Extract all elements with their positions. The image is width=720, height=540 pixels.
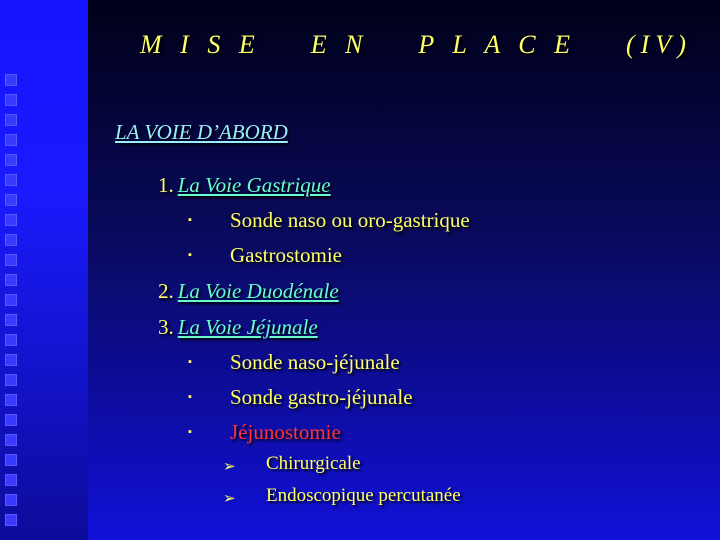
item-number: 1.: [158, 173, 174, 197]
list-item-gastric: [158, 173, 331, 198]
link-voie-jejunale[interactable]: La Voie Jéjunale: [177, 315, 318, 339]
slide-title: M I S E E N P L A C E (IV): [140, 30, 692, 59]
link-voie-gastrique[interactable]: La Voie Gastrique: [177, 173, 331, 197]
list-item-jejunal: [158, 315, 318, 340]
left-decorative-band: [0, 0, 88, 540]
list-item: Sonde naso-jéjunale: [230, 350, 400, 374]
arrow-bullet-icon: ➢: [223, 491, 236, 507]
list-item-highlight: Jéjunostomie: [230, 420, 341, 444]
bullet-icon: ▪: [188, 356, 192, 368]
list-item: Gastrostomie: [230, 243, 342, 267]
bullet-icon: ▪: [188, 214, 192, 226]
list-item: Sonde naso ou oro-gastrique: [230, 208, 470, 232]
section-subtitle: LA VOIE D’ABORD: [115, 120, 288, 144]
item-number: 3.: [158, 315, 174, 339]
bullet-icon: ▪: [188, 249, 192, 261]
item-number: 2.: [158, 279, 174, 303]
link-voie-duodenale[interactable]: La Voie Duodénale: [177, 279, 339, 303]
bullet-icon: ▪: [188, 391, 192, 403]
list-item: Sonde gastro-jéjunale: [230, 385, 413, 409]
list-item: Chirurgicale: [266, 453, 361, 474]
list-item: Endoscopique percutanée: [266, 485, 461, 506]
list-item-duodenal: [158, 279, 339, 304]
arrow-bullet-icon: ➢: [223, 459, 236, 475]
decorative-squares: [2, 74, 18, 534]
bullet-icon: ▪: [188, 426, 192, 438]
